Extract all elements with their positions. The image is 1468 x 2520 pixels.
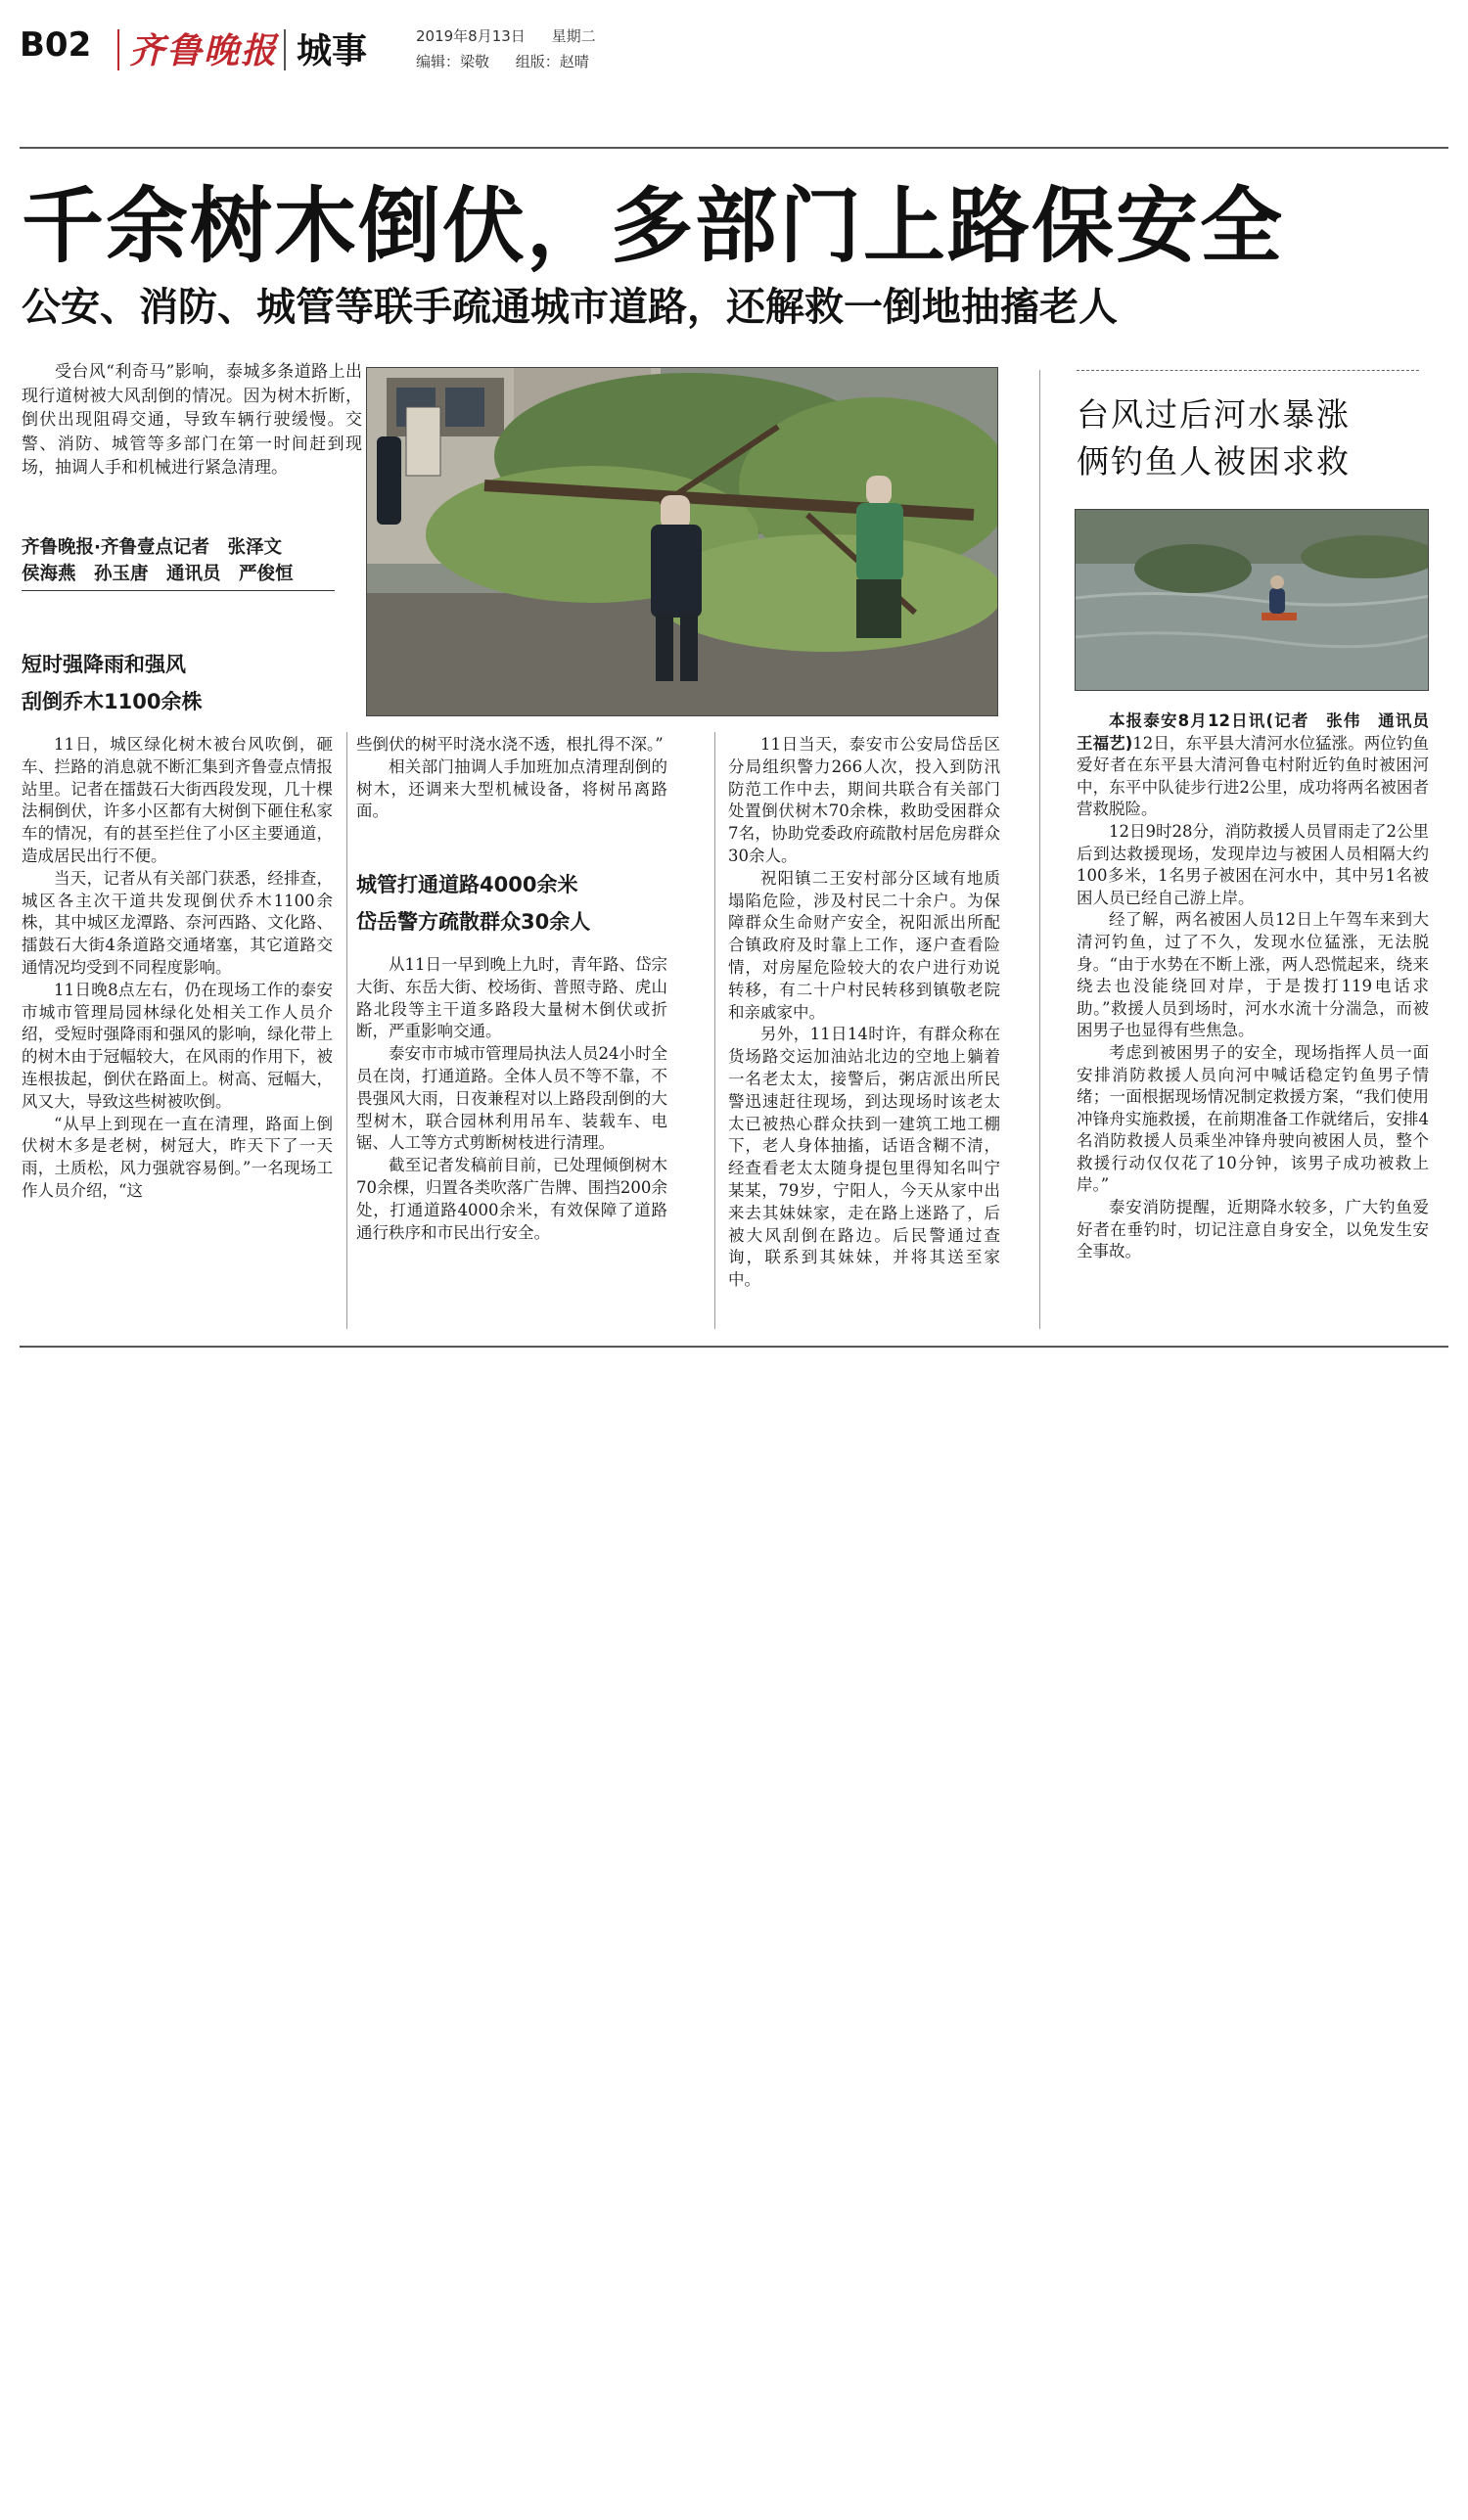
section-name: 城事 [297,31,368,71]
section-title-fallen-trees [22,646,362,720]
byline [22,534,364,587]
flooded-river-photo [1076,510,1429,691]
paper-logo: 齐鲁晚报 [129,30,279,71]
column-divider [346,732,347,1329]
issue-date: 2019年8月13日 [416,27,526,45]
article-paragraph: 11日当天，泰安市公安局岱岳区分局组织警力266人次，投入到防汛防范工作中去，期间共联合有关部门处置倒伏树木70余株，救助受困群众7名，协助党委政府疏散村居危房群众30余人。 [728,735,1000,865]
page-number: B02 [20,25,92,65]
column-divider [714,732,715,1329]
sidebar-paragraph: 考虑到被困男子的安全，现场指挥人员一面安排消防救援人员向河中喊话稳定钓鱼男子情绪；一面根据现场情况制定救援方案，“我们使用冲锋舟实施救援，在前期准备工作就绪后，安排4名消防救援人员乘坐冲锋舟驶向被困人员，整个救援行动仅仅花了10分钟，该男子成功被救上岸。” [1077,1042,1429,1195]
issue-weekday: 星期二 [551,27,596,45]
article-paragraph: 当天，记者从有关部门获悉，经排查，城区各主次干道共发现倒伏乔木1100余株，其中城区龙潭路、奈河西路、文化路、擂鼓石大街4条道路交通堵塞，其它道路交通情况均受到不同程度影响。 [22,868,333,977]
sidebar-paragraph: 泰安消防提醒，近期降水较多，广大钓鱼爱好者在垂钓时，切记注意自身安全，以免发生安全事故。 [1077,1198,1429,1261]
byline-line: 侯海燕 孙玉唐 通讯员 严俊恒 [22,564,294,584]
article-paragraph: 从11日一早到晚上九时，青年路、岱宗大街、东岳大街、校场街、普照寺路、虎山路北段等主干道多路段大量树木倒伏或折断，严重影响交通。 [356,955,667,1041]
sidebar-paragraph: 经了解，两名被困人员12日上午驾车来到大清河钓鱼，过了不久，发现水位猛涨，无法脱身。“由于水势在不断上涨，两人恐慌起来，绕来绕去也没能绕回对岸，于是拨打119电话求助。”救援人员到场时，河水水流十分湍急，而被困男子也显得有些焦急。 [1077,910,1429,1040]
sidebar-top-rule [1077,370,1419,371]
main-news-photo [366,367,998,716]
sidebar-title-line: 俩钓鱼人被困求救 [1077,442,1351,481]
headline: 千余树木倒伏，多部门上路保安全 [22,178,1285,274]
bottom-rule [20,1346,1448,1348]
section-title-roads-cleared [356,866,679,940]
article-paragraph: 些倒伏的树平时浇水浇不透，根扎得不深。” [356,735,664,754]
top-rule [20,147,1448,149]
byline-line: 齐鲁晚报·齐鲁壹点记者 张泽文 [22,537,283,558]
article-column-1 [22,734,333,1203]
section-title-line: 城管打通道路4000余米 [356,873,578,896]
section-title-line: 刮倒乔木1100余株 [22,690,203,713]
layout-credit: 组版：赵晴 [515,53,589,70]
article-paragraph: “从早上到现在一直在清理，路面上倒伏树木多是老树，树冠大，昨天下了一天雨，土质松，风力强就容易倒。”一名现场工作人员介绍，“这 [22,1114,333,1200]
section-title-line: 短时强降雨和强风 [22,653,186,676]
section-title-line: 岱岳警方疏散群众30余人 [356,910,591,934]
byline-rule [22,590,335,591]
article-column-3 [728,734,1000,1292]
column-divider [1039,370,1040,1329]
article-paragraph: 11日，城区绿化树木被台风吹倒，砸车、拦路的消息就不断汇集到齐鲁壹点情报站里。记者在擂鼓石大街西段发现，几十棵法桐倒伏，许多小区都有大树倒下砸住私家车的情况，有的甚至拦住了小区主要通道，造成居民出行不便。 [22,735,333,865]
article-paragraph: 祝阳镇二王安村部分区域有地质塌陷危险，涉及村民二十余户。为保障群众生命财产安全，祝阳派出所配合镇政府及时靠上工作，逐户查看险情，对房屋危险较大的农户进行劝说转移，有二十户村民转移到镇敬老院和亲戚家中。 [728,868,1000,1022]
sidebar-title [1077,391,1429,485]
sidebar-paragraph-text: 12日，东平县大清河水位猛涨。两位钓鱼爱好者在东平县大清河鲁屯村附近钓鱼时被困河中，东平中队徒步行进2公里，成功将两名被困者营救脱险。 [1077,733,1429,819]
masthead-divider [284,29,286,70]
article-paragraph: 截至记者发稿前目前，已处理倾倒树木70余棵，归置各类吹落广告牌、围挡200余处，打通道路4000余米，有效保障了道路通行秩序和市民出行安全。 [356,1156,667,1242]
masthead-divider [117,29,119,70]
editor-credit: 编辑：梁敬 [416,53,490,70]
sidebar-paragraph: 12日9时28分，消防救援人员冒雨走了2公里后到达救援现场，发现岸边与被困人员相隔大约100多米，1名男子被困在河水中，其中另1名被困人员已经自己游上岸。 [1077,821,1429,907]
sidebar-article [1077,710,1445,1263]
article-paragraph: 另外，11日14时许，有群众称在货场路交运加油站北边的空地上躺着一名老太太，接警后，粥店派出所民警迅速赶往现场，到达现场时该老太太已被热心群众扶到一建筑工地工棚下，老人身体抽搐，话语含糊不清，经查看老太太随身提包里得知名叫宁某某，79岁，宁阳人，今天从家中出来去其妹妹家，走在路上迷路了，后被大风刮倒在路边。后民警通过查询，联系到其妹妹，并将其送至家中。 [728,1025,1000,1290]
masthead-info [416,23,618,74]
subheadline: 公安、消防、城管等联手疏通城市道路，还解救一倒地抽搐老人 [22,285,1118,330]
article-paragraph: 11日晚8点左右，仍在现场工作的泰安市城市管理局园林绿化处相关工作人员介绍，受短时强降雨和强风的影响，绿化带上的树木由于冠幅较大，在风雨的作用下，被连根拔起，倒伏在路面上。树高、冠幅大，风又大，导致这些树被吹倒。 [22,980,333,1111]
article-paragraph: 泰安市市城市管理局执法人员24小时全员在岗，打通道路。全体人员不等不靠，不畏强风大雨，日夜兼程对以上路段刮倒的大型树木，联合园林利用吊车、装载车、电锯、人工等方式剪断树枝进行清理。 [356,1044,667,1153]
article-column-2-top [356,734,667,823]
sidebar-paragraph [1077,710,1445,821]
sidebar-river-photo [1075,509,1429,691]
sidebar-dateline: 本报泰安8月12日讯(记者 张伟 通讯员 王福艺) [1077,711,1445,753]
article-paragraph: 相关部门抽调人手加班加点清理刮倒的树木，还调来大型机械设备，将树吊离路面。 [356,756,667,821]
masthead [20,18,1448,76]
lede-paragraph: 受台风“利奇马”影响，泰城多条道路上出现行道树被大风刮倒的情况。因为树木折断，倒伏出现阻碍交通，导致车辆行驶缓慢。交警、消防、城管等多部门在第一时间赶到现场，抽调人手和机械进行紧急清理。 [22,362,362,478]
fallen-tree-street-photo [367,368,998,716]
article-column-2-bottom [356,954,667,1244]
sidebar-title-line: 台风过后河水暴涨 [1077,395,1351,434]
